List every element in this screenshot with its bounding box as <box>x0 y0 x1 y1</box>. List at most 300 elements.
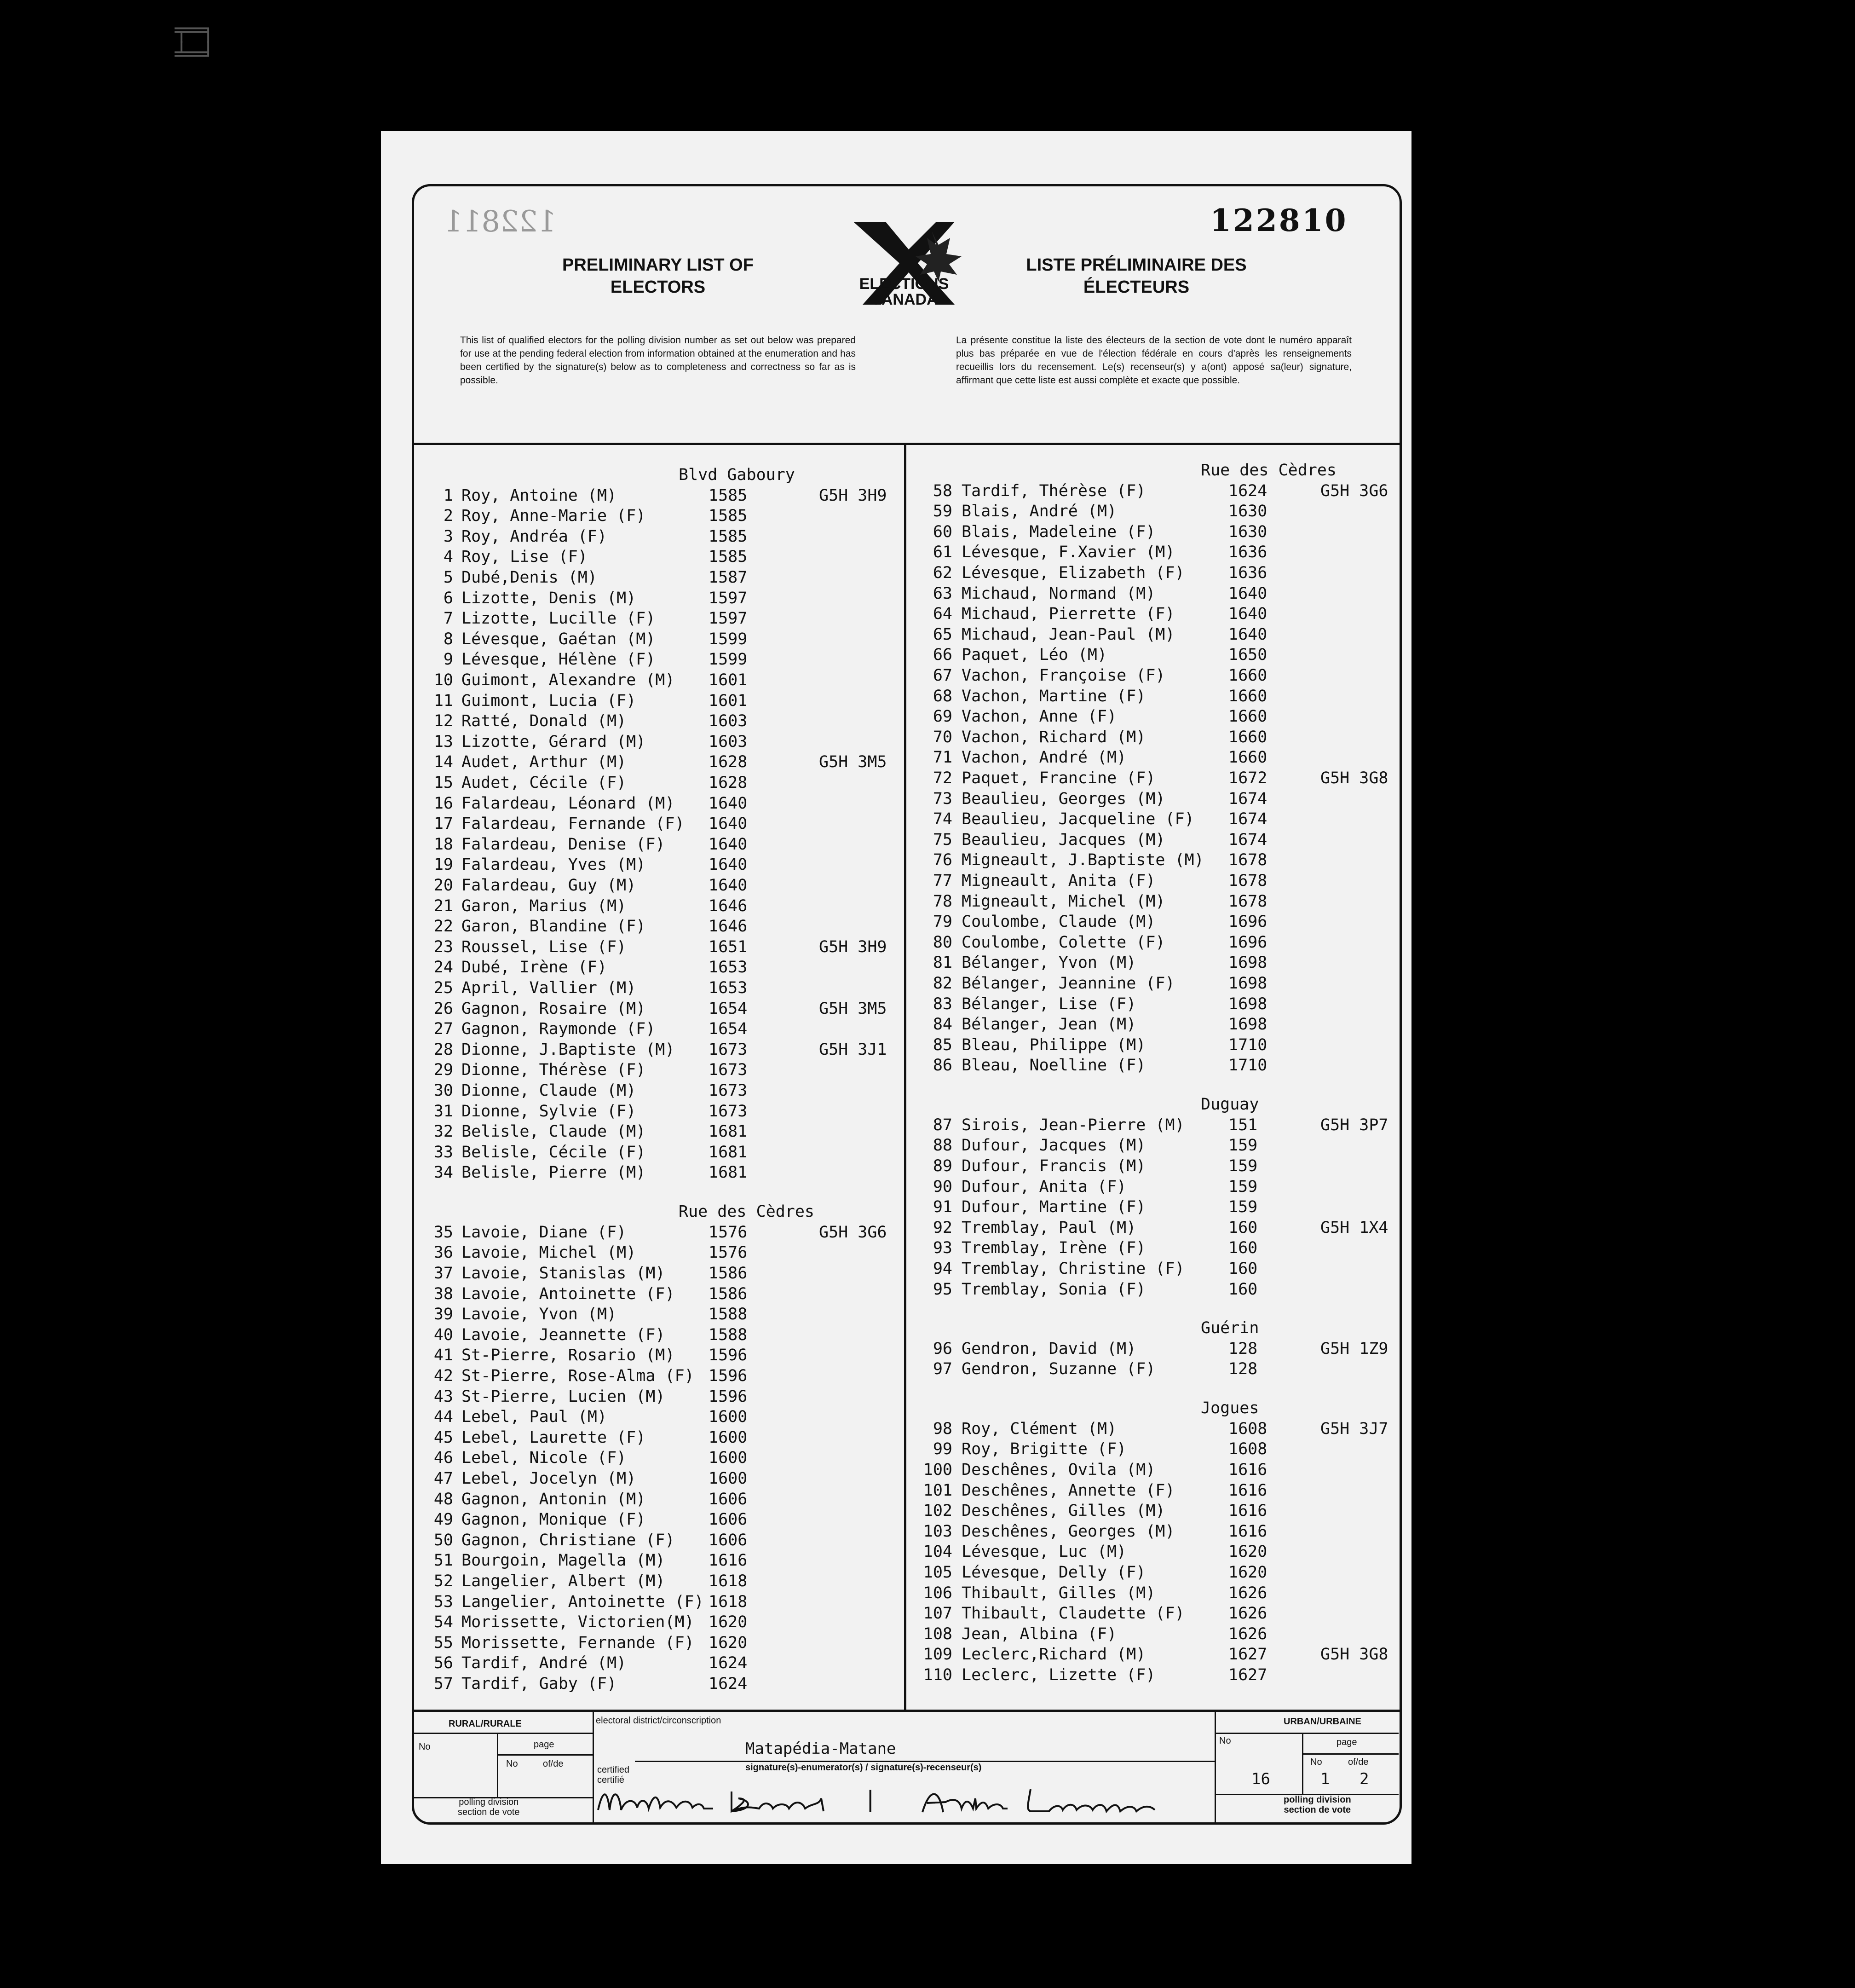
street-heading: Blvd Gaboury <box>679 466 795 484</box>
civic-number: 1606 <box>709 1510 748 1529</box>
elector-row <box>430 1674 899 1694</box>
civic-number: 1678 <box>1228 872 1267 890</box>
elector-row <box>430 1081 899 1101</box>
district-value: Matapédia-Matane <box>745 1740 896 1758</box>
elector-number: 110 <box>923 1666 952 1685</box>
elector-name: Dionne, J.Baptiste (M) <box>461 1040 675 1059</box>
bleed-through-number: 122811 <box>444 205 557 239</box>
elector-name: Dufour, Martine (F) <box>962 1198 1146 1217</box>
street-heading: Rue des Cèdres <box>679 1202 815 1221</box>
elector-number: 39 <box>433 1305 453 1324</box>
elector-name: Lavoie, Jeannette (F) <box>461 1325 665 1344</box>
civic-number: 1606 <box>709 1490 748 1508</box>
elector-number: 90 <box>933 1177 952 1196</box>
street-heading: Duguay <box>1201 1095 1259 1114</box>
elector-row <box>916 1521 1399 1542</box>
elector-number: 64 <box>933 605 952 624</box>
elector-name: Blais, André (M) <box>962 502 1117 521</box>
elector-number: 78 <box>933 892 952 911</box>
civic-number: 1599 <box>709 630 748 648</box>
civic-number: 1678 <box>1228 892 1267 911</box>
civic-number: 1653 <box>709 979 748 997</box>
footer-urban-line <box>1215 1733 1399 1734</box>
elector-name: Migneault, Anita (F) <box>962 872 1156 890</box>
urban-page-label: page <box>1337 1737 1357 1747</box>
elector-name: Guimont, Alexandre (M) <box>461 671 675 689</box>
elector-number: 25 <box>433 979 453 997</box>
elector-row <box>916 1055 1399 1076</box>
elector-name: Bourgoin, Magella (M) <box>461 1551 665 1570</box>
elector-name: Lizotte, Gérard (M) <box>461 732 646 751</box>
civic-number: 1597 <box>709 609 748 628</box>
elector-name: Tremblay, Sonia (F) <box>962 1280 1146 1299</box>
elector-row <box>916 563 1399 584</box>
elector-name: Bélanger, Lise (F) <box>962 994 1136 1013</box>
elector-name: Roy, Antoine (M) <box>461 486 617 505</box>
elector-row <box>916 501 1399 522</box>
elector-row <box>430 1530 899 1551</box>
elector-row <box>430 1019 899 1040</box>
elector-number: 88 <box>933 1136 952 1155</box>
elector-number: 56 <box>433 1654 453 1673</box>
elector-name: Migneault, J.Baptiste (M) <box>962 851 1204 870</box>
elector-number: 67 <box>933 666 952 685</box>
elector-name: Tardif, André (M) <box>461 1654 627 1673</box>
elector-name: Lévesque, Delly (F) <box>962 1563 1146 1582</box>
civic-number: 1587 <box>709 568 748 587</box>
elector-name: Michaud, Pierrette (F) <box>962 605 1175 624</box>
civic-number: 160 <box>1228 1218 1258 1237</box>
civic-number: 1660 <box>1228 728 1267 746</box>
elector-number: 15 <box>433 774 453 792</box>
civic-number: 1673 <box>709 1081 748 1100</box>
elector-number: 76 <box>933 851 952 870</box>
elector-name: Bleau, Noelline (F) <box>962 1056 1146 1075</box>
civic-number: 128 <box>1228 1339 1258 1358</box>
title-english-line-2: ELECTORS <box>610 277 706 297</box>
elector-name: Falardeau, Fernande (F) <box>461 815 685 833</box>
elector-name: Lavoie, Michel (M) <box>461 1243 636 1262</box>
urban-polling-label: polling division section de vote <box>1284 1795 1351 1815</box>
header-divider <box>413 443 1400 445</box>
elector-number: 36 <box>433 1243 453 1262</box>
elector-name: Falardeau, Léonard (M) <box>461 794 675 813</box>
elector-name: Tremblay, Christine (F) <box>962 1259 1185 1278</box>
elector-number: 103 <box>923 1522 952 1541</box>
elector-number: 4 <box>443 548 453 566</box>
civic-number: 1620 <box>1228 1563 1267 1582</box>
film-frame-mark: ╤═╕ ╧═╛ <box>175 17 215 67</box>
rural-page-no-label: No <box>506 1759 518 1769</box>
elector-row <box>430 1550 899 1571</box>
elector-row <box>430 670 899 691</box>
elector-name: Garon, Blandine (F) <box>461 917 646 936</box>
electors-list-right <box>916 460 1399 1707</box>
elector-name: Lebel, Laurette (F) <box>461 1428 646 1447</box>
polling-division-number: 16 <box>1251 1770 1270 1788</box>
elector-number: 104 <box>923 1543 952 1561</box>
page-number: 1 <box>1320 1770 1330 1788</box>
civic-number: 1640 <box>1228 584 1267 603</box>
civic-number: 1585 <box>709 527 748 546</box>
elector-name: Vachon, Martine (F) <box>962 687 1146 705</box>
elector-row <box>916 768 1399 789</box>
civic-number: 1640 <box>709 835 748 854</box>
elector-name: Vachon, Françoise (F) <box>962 666 1165 685</box>
elector-name: Audet, Cécile (F) <box>461 774 627 792</box>
civic-number: 1618 <box>709 1572 748 1590</box>
elector-name: Langelier, Albert (M) <box>461 1572 665 1590</box>
elector-number: 74 <box>933 810 952 829</box>
elector-row <box>430 978 899 999</box>
civic-number: 160 <box>1228 1259 1258 1278</box>
elector-number: 5 <box>443 568 453 587</box>
civic-number: 1596 <box>709 1366 748 1385</box>
elector-name: Lizotte, Lucille (F) <box>461 609 656 628</box>
civic-number: 1616 <box>1228 1522 1267 1541</box>
elector-row <box>430 1101 899 1122</box>
elector-row <box>916 1177 1399 1197</box>
civic-number: 1597 <box>709 589 748 607</box>
elector-row <box>430 1633 899 1653</box>
elector-number: 107 <box>923 1604 952 1623</box>
postal-code: G5H 3H9 <box>819 937 887 956</box>
elector-number: 37 <box>433 1264 453 1283</box>
civic-number: 1616 <box>1228 1502 1267 1520</box>
signature-label: signature(s)-enumerator(s) / signature(s)-recenseur(s) <box>745 1763 982 1773</box>
elector-number: 92 <box>933 1218 952 1237</box>
signature-enumerator-2 <box>916 1785 1173 1817</box>
civic-number: 1599 <box>709 650 748 669</box>
elector-row <box>916 1014 1399 1035</box>
elector-row <box>430 1345 899 1366</box>
civic-number: 1630 <box>1228 502 1267 521</box>
elector-row <box>916 1259 1399 1279</box>
title-english-line-1: PRELIMINARY LIST OF <box>562 255 754 275</box>
elector-name: Lebel, Jocelyn (M) <box>461 1469 636 1488</box>
elector-number: 89 <box>933 1156 952 1175</box>
elector-number: 41 <box>433 1346 453 1365</box>
elector-name: Lévesque, Luc (M) <box>962 1543 1127 1561</box>
elector-number: 106 <box>923 1583 952 1602</box>
elector-number: 54 <box>433 1613 453 1632</box>
civic-number: 1600 <box>709 1428 748 1447</box>
elector-name: Lebel, Paul (M) <box>461 1408 607 1427</box>
elector-number: 100 <box>923 1461 952 1479</box>
elector-number: 86 <box>933 1056 952 1075</box>
civic-number: 1696 <box>1228 913 1267 931</box>
elector-row <box>430 1142 899 1163</box>
elector-number: 14 <box>433 753 453 772</box>
civic-number: 159 <box>1228 1156 1258 1175</box>
elector-name: Tremblay, Paul (M) <box>962 1218 1136 1237</box>
elector-row <box>430 1222 899 1243</box>
elector-row <box>430 1121 899 1142</box>
elector-number: 75 <box>933 830 952 849</box>
civic-number: 1608 <box>1228 1419 1267 1438</box>
elector-name: Dionne, Claude (M) <box>461 1081 636 1100</box>
elector-number: 60 <box>933 522 952 541</box>
elector-number: 85 <box>933 1035 952 1054</box>
elector-row <box>430 999 899 1019</box>
elector-number: 57 <box>433 1674 453 1693</box>
elector-name: Roy, Anne-Marie (F) <box>461 507 646 526</box>
elector-number: 73 <box>933 789 952 808</box>
elector-row <box>916 891 1399 912</box>
street-heading: Rue des Cèdres <box>1201 461 1337 480</box>
elector-row <box>916 1439 1399 1460</box>
civic-number: 1586 <box>709 1284 748 1303</box>
elector-row <box>916 1115 1399 1136</box>
elector-name: Beaulieu, Georges (M) <box>962 789 1165 808</box>
civic-number: 1673 <box>709 1061 748 1080</box>
civic-number: 1627 <box>1228 1645 1267 1664</box>
elector-name: Jean, Albina (F) <box>962 1624 1117 1643</box>
elector-row <box>430 649 899 670</box>
elector-name: Roy, Brigitte (F) <box>962 1440 1127 1459</box>
civic-number: 1576 <box>709 1223 748 1242</box>
elector-name: Beaulieu, Jacques (M) <box>962 830 1165 849</box>
civic-number: 1646 <box>709 896 748 915</box>
civic-number: 1640 <box>1228 605 1267 624</box>
elector-name: Roy, Clément (M) <box>962 1419 1117 1438</box>
elector-number: 99 <box>933 1440 952 1459</box>
postal-code: G5H 1Z9 <box>1320 1339 1388 1358</box>
elector-number: 1 <box>443 486 453 505</box>
civic-number: 1653 <box>709 958 748 977</box>
elector-row <box>430 506 899 526</box>
elector-number: 38 <box>433 1284 453 1303</box>
elector-number: 87 <box>933 1115 952 1134</box>
elector-name: Gagnon, Christiane (F) <box>461 1531 675 1549</box>
elector-name: Tardif, Thérèse (F) <box>962 481 1146 500</box>
civic-number: 1710 <box>1228 1056 1267 1075</box>
elector-row <box>916 1359 1399 1380</box>
elector-name: Dionne, Thérèse (F) <box>461 1061 646 1080</box>
elector-number: 45 <box>433 1428 453 1447</box>
footer-rural-sub <box>497 1754 593 1756</box>
elector-number: 91 <box>933 1198 952 1217</box>
rural-page-label: page <box>534 1740 554 1750</box>
civic-number: 159 <box>1228 1177 1258 1196</box>
civic-number: 1650 <box>1228 646 1267 665</box>
elector-number: 94 <box>933 1259 952 1278</box>
civic-number: 1660 <box>1228 666 1267 685</box>
elector-number: 50 <box>433 1531 453 1549</box>
civic-number: 1620 <box>1228 1543 1267 1561</box>
elector-name: Falardeau, Guy (M) <box>461 876 636 895</box>
signature-separator: | <box>867 1786 874 1813</box>
elector-number: 93 <box>933 1239 952 1258</box>
civic-number: 1576 <box>709 1243 748 1262</box>
elector-row <box>430 711 899 732</box>
elector-name: Dufour, Jacques (M) <box>962 1136 1146 1155</box>
civic-number: 1585 <box>709 486 748 505</box>
civic-number: 1600 <box>709 1469 748 1488</box>
elector-number: 51 <box>433 1551 453 1570</box>
elector-row <box>916 994 1399 1015</box>
elector-number: 44 <box>433 1408 453 1427</box>
elector-name: Dionne, Sylvie (F) <box>461 1102 636 1121</box>
civic-number: 1673 <box>709 1040 748 1059</box>
elector-row <box>916 871 1399 891</box>
civic-number: 1624 <box>709 1674 748 1693</box>
street-heading: Jogues <box>1201 1399 1259 1418</box>
civic-number: 1651 <box>709 937 748 956</box>
elector-name: Belisle, Pierre (M) <box>461 1163 646 1182</box>
elector-number: 68 <box>933 687 952 705</box>
civic-number: 1616 <box>1228 1481 1267 1500</box>
elector-row <box>916 1339 1399 1359</box>
elector-name: Gagnon, Monique (F) <box>461 1510 646 1529</box>
elector-number: 12 <box>433 712 453 731</box>
elector-number: 29 <box>433 1061 453 1080</box>
elector-row <box>916 850 1399 871</box>
elector-row <box>430 485 899 506</box>
elector-number: 19 <box>433 855 453 874</box>
elector-number: 66 <box>933 646 952 665</box>
elector-number: 55 <box>433 1633 453 1652</box>
elector-row <box>916 1135 1399 1156</box>
postal-code: G5H 3G8 <box>1320 1645 1388 1664</box>
civic-number: 1626 <box>1228 1604 1267 1623</box>
elector-row <box>916 624 1399 645</box>
elector-row <box>430 526 899 547</box>
civic-number: 1698 <box>1228 994 1267 1013</box>
elector-row <box>916 1562 1399 1583</box>
elector-number: 8 <box>443 630 453 648</box>
elector-number: 81 <box>933 954 952 972</box>
elector-name: Guimont, Lucia (F) <box>461 691 636 710</box>
elector-name: Lavoie, Stanislas (M) <box>461 1264 665 1283</box>
elector-name: Deschênes, Gilles (M) <box>962 1502 1165 1520</box>
elector-row <box>916 932 1399 953</box>
elector-name: Michaud, Jean-Paul (M) <box>962 625 1175 644</box>
elector-row <box>430 1304 899 1325</box>
elector-number: 49 <box>433 1510 453 1529</box>
elector-number: 96 <box>933 1339 952 1358</box>
elector-name: Paquet, Léo (M) <box>962 646 1107 665</box>
elector-row <box>430 1284 899 1305</box>
civic-number: 1674 <box>1228 789 1267 808</box>
elector-number: 46 <box>433 1449 453 1468</box>
elector-number: 17 <box>433 815 453 833</box>
elector-number: 62 <box>933 564 952 582</box>
civic-number: 160 <box>1228 1239 1258 1258</box>
elector-number: 10 <box>433 671 453 689</box>
elector-name: Bélanger, Yvon (M) <box>962 954 1136 972</box>
elector-name: Lebel, Nicole (F) <box>461 1449 627 1468</box>
elector-row <box>916 1603 1399 1624</box>
elector-row <box>430 1509 899 1530</box>
elector-name: Gendron, David (M) <box>962 1339 1136 1358</box>
elector-row <box>430 1468 899 1489</box>
elector-row <box>430 1387 899 1407</box>
elector-name: St-Pierre, Rose-Alma (F) <box>461 1366 694 1385</box>
elector-row <box>430 834 899 855</box>
civic-number: 1627 <box>1228 1666 1267 1685</box>
civic-number: 1660 <box>1228 748 1267 767</box>
elector-row <box>430 1489 899 1510</box>
civic-number: 1626 <box>1228 1624 1267 1643</box>
elector-row <box>430 1592 899 1612</box>
civic-number: 128 <box>1228 1360 1258 1379</box>
logo-line-1: ELECTIONS <box>859 275 949 293</box>
elector-row <box>916 1542 1399 1562</box>
elector-number: 43 <box>433 1387 453 1406</box>
postal-code: G5H 3G6 <box>1320 481 1388 500</box>
elector-name: Bélanger, Jean (M) <box>962 1015 1136 1034</box>
elector-row <box>916 604 1399 624</box>
certified-label: certified certifié <box>597 1765 630 1785</box>
civic-number: 1660 <box>1228 707 1267 726</box>
district-underline <box>635 1761 1215 1762</box>
intro-english: This list of qualified electors for the polling division number as set out below was prepared for use at the pending federal election from information obtained at the enumeration and has been certified by the signature(s) below as to completeness and correctness so far as is possible. <box>460 335 856 386</box>
elector-name: Gagnon, Raymonde (F) <box>461 1020 656 1039</box>
postal-code: G5H 3M5 <box>819 999 887 1018</box>
elector-number: 28 <box>433 1040 453 1059</box>
civic-number: 1696 <box>1228 933 1267 952</box>
elector-number: 6 <box>443 589 453 607</box>
footer-rural-line <box>413 1733 593 1734</box>
elector-row <box>916 686 1399 707</box>
postal-code: G5H 1X4 <box>1320 1218 1388 1237</box>
elector-name: Lavoie, Diane (F) <box>461 1223 627 1242</box>
elector-number: 9 <box>443 650 453 669</box>
elector-row <box>430 773 899 793</box>
elector-name: Thibault, Claudette (F) <box>962 1604 1185 1623</box>
elector-name: Lévesque, Hélène (F) <box>461 650 656 669</box>
civic-number: 1586 <box>709 1264 748 1283</box>
civic-number: 1620 <box>709 1613 748 1632</box>
elector-row <box>916 584 1399 604</box>
elector-name: Belisle, Claude (M) <box>461 1122 646 1141</box>
elector-number: 32 <box>433 1122 453 1141</box>
elector-row <box>430 916 899 937</box>
district-label: electoral district/circonscription <box>596 1716 721 1726</box>
elector-number: 70 <box>933 728 952 746</box>
elector-name: Migneault, Michel (M) <box>962 892 1165 911</box>
elector-name: Dufour, Anita (F) <box>962 1177 1127 1196</box>
elector-number: 79 <box>933 913 952 931</box>
elector-number: 35 <box>433 1223 453 1242</box>
elector-row <box>916 522 1399 543</box>
elector-number: 101 <box>923 1481 952 1500</box>
elector-row <box>430 937 899 958</box>
elections-canada-wordmark <box>844 276 964 307</box>
elector-row <box>430 629 899 650</box>
civic-number: 151 <box>1228 1115 1258 1134</box>
civic-number: 1585 <box>709 548 748 566</box>
elector-name: Lévesque, F.Xavier (M) <box>962 543 1175 562</box>
elector-number: 33 <box>433 1143 453 1162</box>
civic-number: 1673 <box>709 1102 748 1121</box>
elector-row <box>430 547 899 567</box>
rural-page-of-label: of/de <box>543 1759 564 1769</box>
title-french-line-2: ÉLECTEURS <box>1083 277 1190 297</box>
elector-row <box>916 973 1399 994</box>
title-english <box>529 254 787 298</box>
elector-name: Gendron, Suzanne (F) <box>962 1360 1156 1379</box>
elector-name: Coulombe, Claude (M) <box>962 913 1156 931</box>
elector-name: Deschênes, Annette (F) <box>962 1481 1175 1500</box>
elector-name: Vachon, Anne (F) <box>962 707 1117 726</box>
elector-number: 52 <box>433 1572 453 1590</box>
elector-row <box>430 1612 899 1633</box>
civic-number: 1620 <box>709 1633 748 1652</box>
urban-page-no-label: No <box>1310 1757 1322 1767</box>
elector-name: Leclerc, Lizette (F) <box>962 1666 1156 1685</box>
